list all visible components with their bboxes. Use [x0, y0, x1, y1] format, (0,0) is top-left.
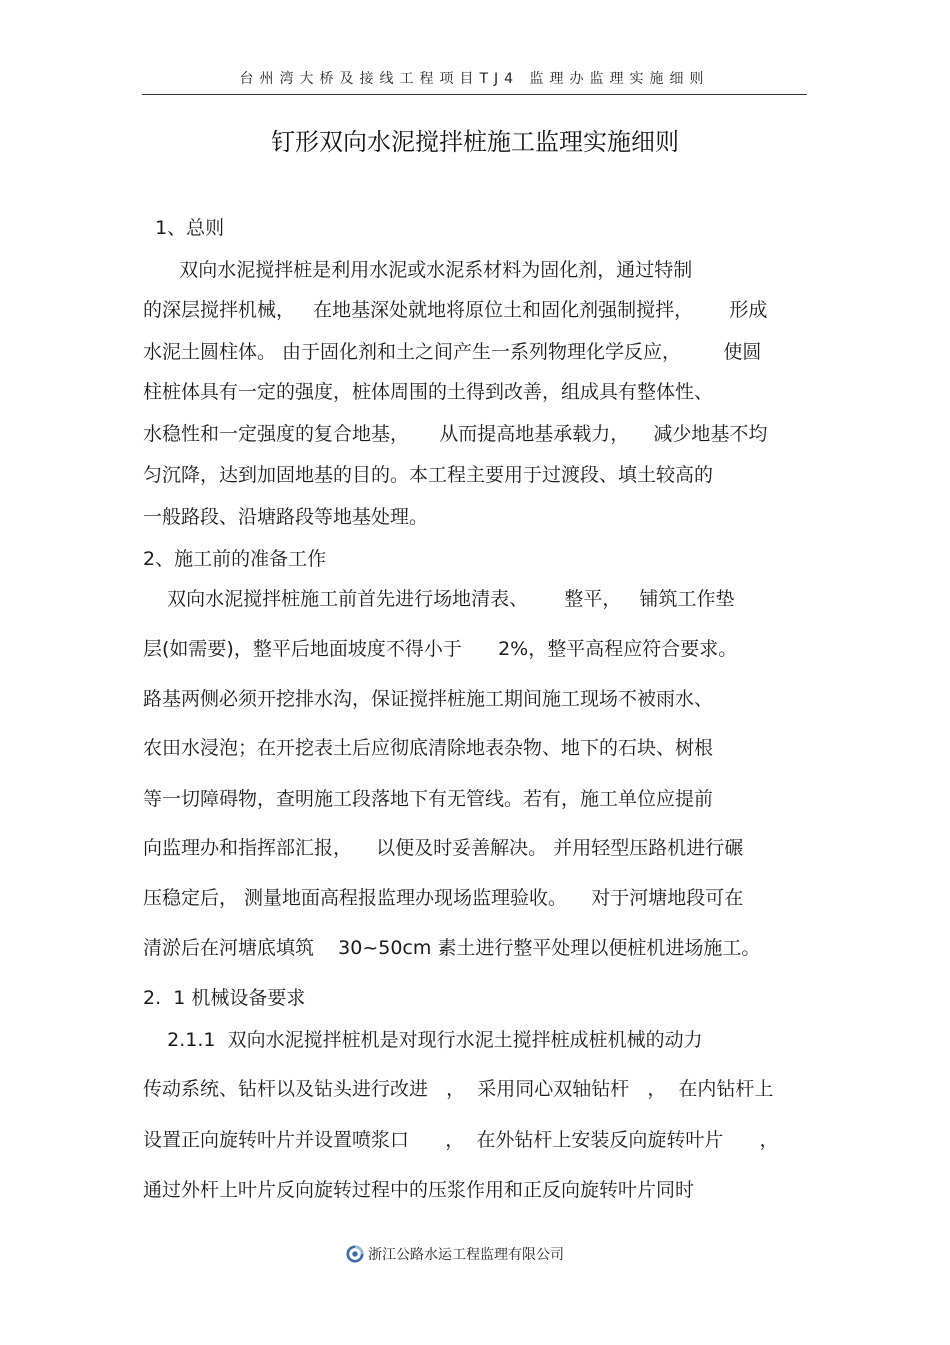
body-line: 双向水泥搅拌桩是利用水泥或水泥系材料为固化剂，通过特制 [143, 259, 693, 281]
document-title: 钉形双向水泥搅拌桩施工监理实施细则 [271, 128, 679, 156]
body-line: 的深层搅拌机械， 在地基深处就地将原位土和固化剂强制搅拌， 形成 [143, 299, 768, 321]
body-line: 一般路段、沿塘路段等地基处理。 [143, 506, 429, 528]
body-line: 匀沉降，达到加固地基的目的。本工程主要用于过渡段、填土较高的 [143, 464, 714, 486]
body-line: 向监理办和指挥部汇报， 以便及时妥善解决。 并用轻型压路机进行碾 [143, 837, 744, 859]
header-divider [142, 94, 807, 95]
body-line: 清淤后在河塘底填筑 30~50cm 素土进行整平处理以便桩机进场施工。 [143, 937, 761, 959]
section-heading: 1、总则 [143, 217, 225, 239]
footer-company-name: 浙江公路水运工程监理有限公司 [368, 1247, 564, 1263]
section-heading: 2、施工前的准备工作 [143, 548, 327, 570]
company-logo-icon [346, 1245, 364, 1263]
body-line: 传动系统、钻杆以及钻头进行改进 ， 采用同心双轴钻杆 ， 在内钻杆上 [143, 1078, 774, 1100]
body-line: 路基两侧必须开挖排水沟，保证搅拌桩施工期间施工现场不被雨水、 [143, 688, 714, 710]
body-line: 农田水浸泡；在开挖表土后应彻底清除地表杂物、地下的石块、树根 [143, 737, 714, 759]
body-line: 层(如需要)，整平后地面坡度不得小于 2%，整平高程应符合要求。 [143, 638, 738, 660]
section-heading: 2. 1 机械设备要求 [143, 987, 306, 1009]
body-line: 2.1.1 双向水泥搅拌桩机是对现行水泥土搅拌桩成桩机械的动力 [143, 1029, 703, 1051]
body-line: 设置正向旋转叶片并设置喷浆口 ， 在外钻杆上安装反向旋转叶片 ， [143, 1129, 779, 1151]
body-line: 双向水泥搅拌桩施工前首先进行场地清表、 整平， 铺筑工作垫 [143, 588, 735, 610]
body-line: 柱桩体具有一定的强度，桩体周围的土得到改善，组成具有整体性、 [143, 381, 714, 403]
body-line: 等一切障碍物，查明施工段落地下有无管线。若有，施工单位应提前 [143, 788, 714, 810]
body-line: 压稳定后， 测量地面高程报监理办现场监理验收。 对于河塘地段可在 [143, 887, 744, 909]
body-line: 水稳性和一定强度的复合地基， 从而提高地基承载力， 减少地基不均 [143, 423, 768, 445]
body-line: 通过外杆上叶片反向旋转过程中的压浆作用和正反向旋转叶片同时 [143, 1179, 695, 1201]
page-header: 台州湾大桥及接线工程项目TJ4 监理办监理实施细则 [239, 71, 710, 87]
body-line: 水泥土圆柱体。 由于固化剂和土之间产生一系列物理化学反应， 使圆 [143, 341, 762, 363]
page-footer [346, 1242, 564, 1266]
